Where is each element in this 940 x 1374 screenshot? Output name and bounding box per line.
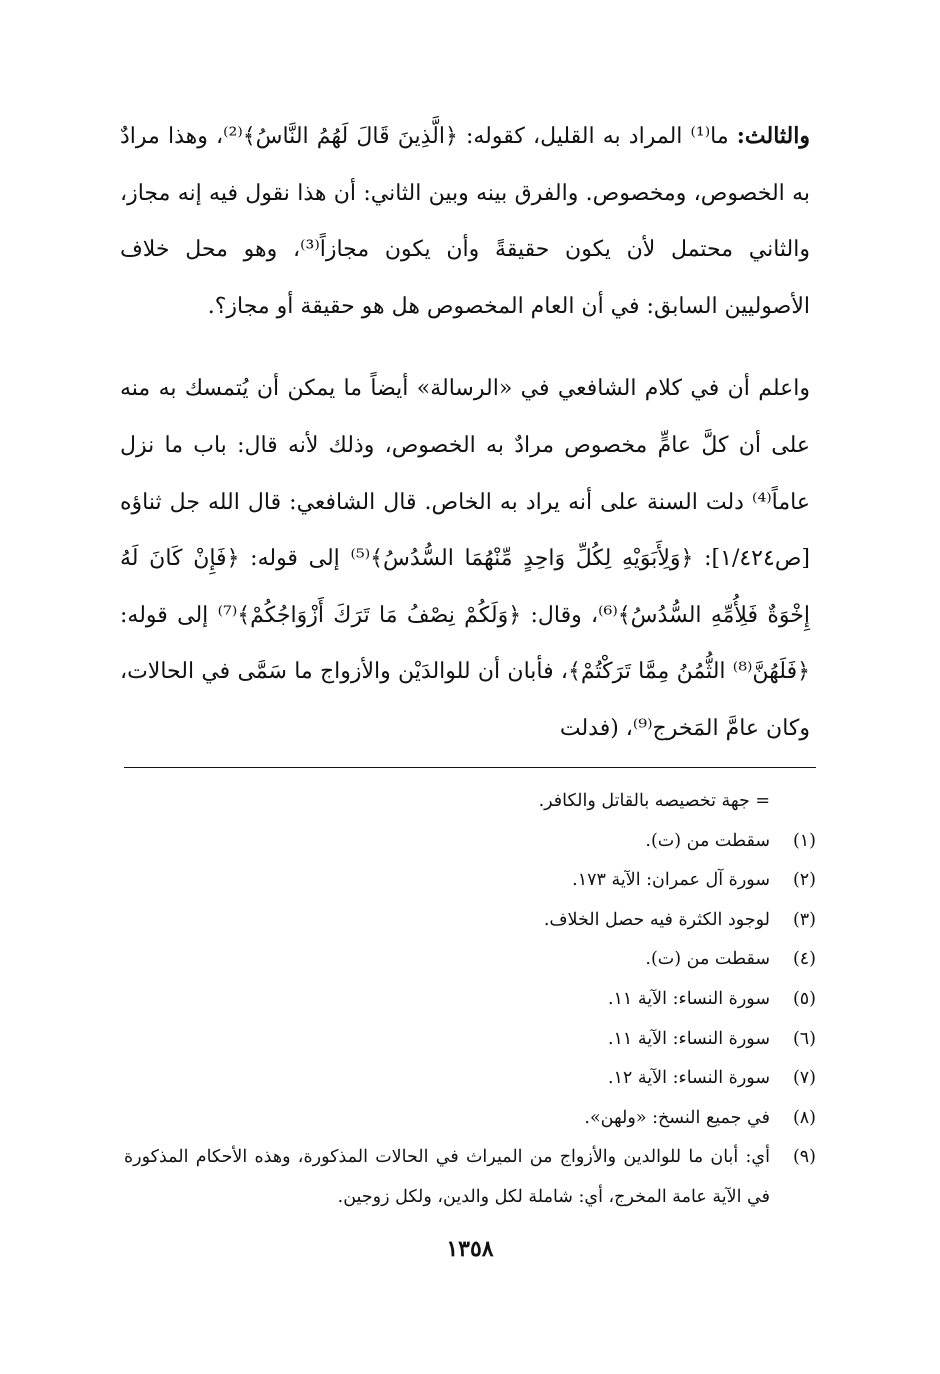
- paragraph-1: [120, 108, 810, 335]
- footnote-1: [124, 822, 816, 862]
- footnote-number: (٧): [792, 1068, 816, 1089]
- page-number: ١٣٥٨: [446, 1236, 494, 1262]
- footnote-number: (١): [792, 830, 816, 851]
- footnote-text: سورة آل عمران: الآية ١٧٣.: [572, 870, 770, 891]
- footnote-continuation: [124, 782, 816, 822]
- footnote-2: [124, 861, 816, 901]
- footnote-number: (٥): [792, 988, 816, 1009]
- footnote-4: [124, 940, 816, 980]
- footnote-9: [124, 1138, 816, 1217]
- footnote-text: سورة النساء: الآية ١١.: [607, 1028, 770, 1049]
- paragraph-2: واعلم أن في كلام الشافعي في «الرسالة» أيضاً ما يمكن أن يُتمسك به منه على أن كلَّ عامٍّ مخصوص مرادٌ به الخصوص، وذلك لأنه قال: باب ما نزل عاماً⁽⁴⁾ دلت السنة على أنه يراد به الخاص. قال الشافعي: قال الله جل ثناؤه [ص١/٤٢٤]: ﴿وَلِأَبَوَيْهِ لِكُلِّ وَاحِدٍ مِّنْهُمَا السُّدُسُ﴾⁽⁵⁾ إلى قوله: ﴿فَإِنْ كَانَ لَهُ إِخْوَةٌ فَلِأُمِّهِ السُّدُسُ﴾⁽⁶⁾، وقال: ﴿وَلَكُمْ نِصْفُ مَا تَرَكَ أَزْوَاجُكُمْ﴾⁽⁷⁾ إلى قوله: ﴿فَلَهُنَّ⁽⁸⁾ الثُّمُنُ مِمَّا تَرَكْتُمْ﴾، فأبان أن للوالدَيْن والأزواج ما سَمَّى في الحالات، وكان عامَّ المَخرج⁽⁹⁾، (فدلت: [120, 376, 810, 741]
- footnote-text: سورة النساء: الآية ١١.: [607, 988, 770, 1009]
- footnote-text: في جميع النسخ: «ولهن».: [584, 1107, 770, 1128]
- footnote-number: (٣): [792, 909, 816, 930]
- footnote-number: (٩): [792, 1147, 816, 1168]
- footnote-text: أي: أبان ما للوالدين والأزواج من الميراث في الحالات المذكورة، وهذه الأحكام المذكورة في الآية عامة المخرج، أي: شاملة لكل والدين، ولكل زوجين.: [124, 1147, 770, 1207]
- footnote-8: [124, 1099, 816, 1139]
- footnote-text: سقطت من (ت).: [645, 830, 770, 851]
- footnote-6: [124, 1020, 816, 1060]
- footnote-number: (٨): [792, 1107, 816, 1128]
- footnote-continuation-text: = جهة تخصيصه بالقاتل والكافر.: [538, 791, 770, 811]
- footnote-text: لوجود الكثرة فيه حصل الخلاف.: [543, 909, 770, 930]
- footnote-text: سورة النساء: الآية ١٢.: [607, 1068, 770, 1089]
- footnote-number: (٦): [792, 1028, 816, 1049]
- footnote-divider: [124, 767, 816, 768]
- footnote-3: [124, 901, 816, 941]
- footnotes: [124, 782, 816, 1218]
- footnote-7: [124, 1059, 816, 1099]
- footnote-number: (٢): [792, 870, 816, 891]
- footnote-5: [124, 980, 816, 1020]
- footnote-number: (٤): [792, 949, 816, 970]
- paragraph-1-body: ما⁽¹⁾ المراد به القليل، كقوله: ﴿الَّذِينَ قَالَ لَهُمُ النَّاسُ﴾⁽²⁾، وهذا مرادٌ به الخصوص، ومخصوص. والفرق بينه وبين الثاني: أن هذا نقول فيه إنه مجاز، والثاني محتمل لأن يكون حقيقةً وأن يكون مجازاً⁽³⁾، وهو محل خلاف الأصوليين السابق: في أن العام المخصوص هل هو حقيقة أو مجاز؟.: [120, 124, 810, 319]
- main-text: [120, 108, 810, 758]
- footnote-text: سقطت من (ت).: [645, 949, 770, 970]
- paragraph-1-lead: والثالث:: [736, 123, 810, 149]
